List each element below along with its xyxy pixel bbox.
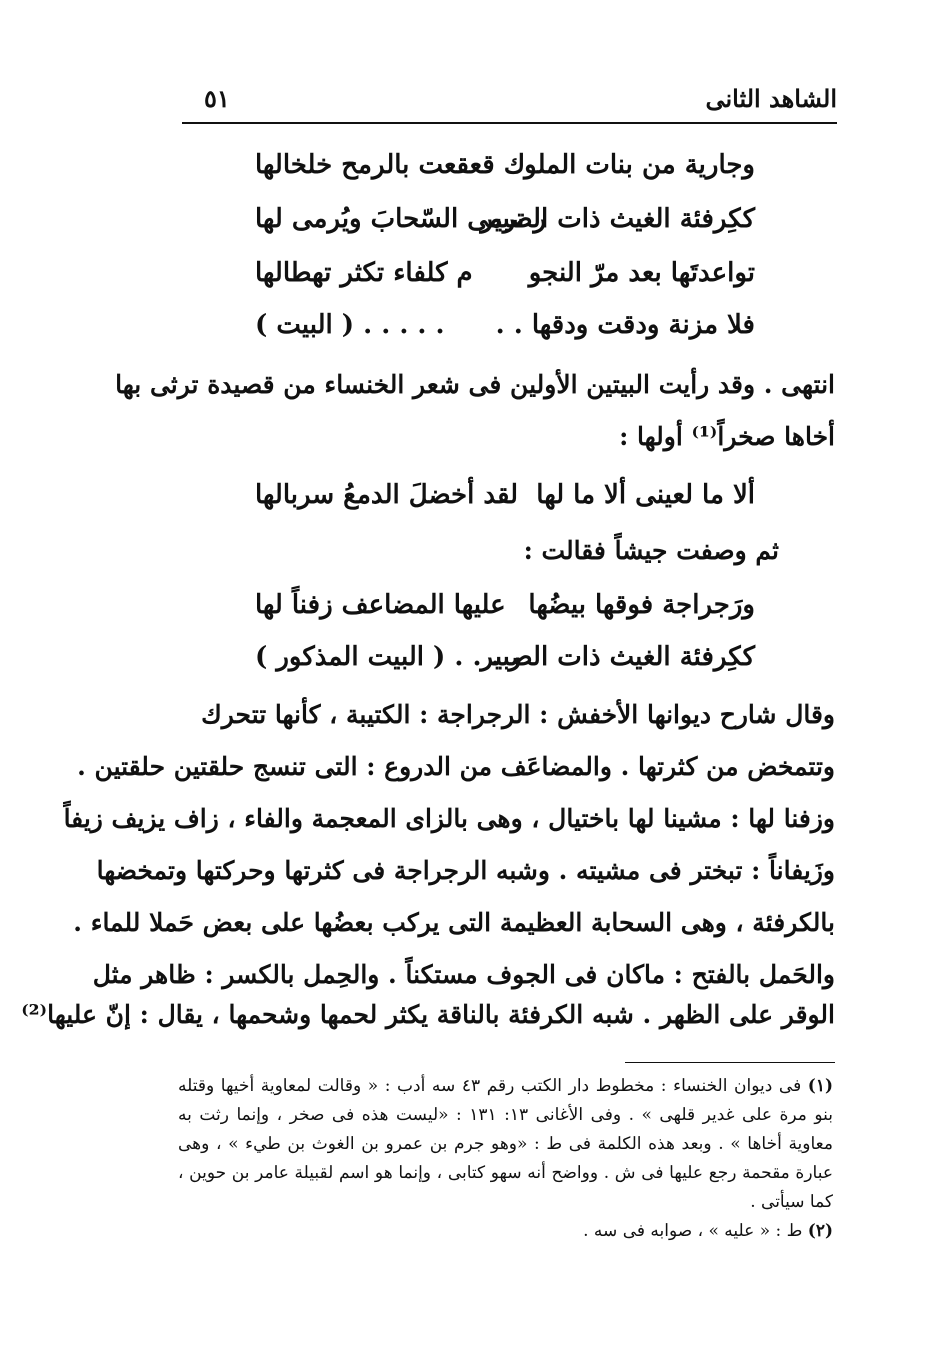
footnote bbox=[178, 1072, 833, 1217]
verse-first-hemistich: ككِرفئة الغيث ذات الصبير bbox=[480, 204, 755, 234]
footnote bbox=[178, 1217, 833, 1246]
prose-line: ثم وصفت جيشاً فقالت : bbox=[523, 536, 779, 565]
commentary-line: الوقر على الظهر . شبه الكرفئة بالناقة يكثر لحمها وشحمها ، يقال : إنّ عليها⁽²⁾ bbox=[21, 1000, 835, 1029]
verse-second-hemistich: ك قعقعت بالرمح خلخالها bbox=[255, 150, 526, 180]
footnote-divider bbox=[625, 1062, 835, 1063]
verse-first-hemistich: ككِرفئة الغيث ذات الصبير bbox=[480, 642, 755, 672]
footnote-text: ط : « عليه » ، صوابه فى سه . bbox=[583, 1221, 803, 1241]
verse-second-hemistich: . . . . . ( البيت ) bbox=[255, 310, 445, 340]
running-header bbox=[182, 78, 837, 124]
verse-first-hemistich: ورَجراجة فوقها بيضُها bbox=[528, 590, 755, 620]
verse-line bbox=[255, 590, 755, 636]
verse-second-hemistich: ر ترمى السّحابَ ويُرمى لها bbox=[255, 204, 547, 234]
verse-second-hemistich: عليها المضاعف زفناً لها bbox=[255, 590, 506, 620]
commentary-line: وزَيفاناً : تبختر فى مشيته . وشبه الرجراجة فى كثرتها وحركتها وتمخضها bbox=[96, 856, 835, 885]
verse-line bbox=[255, 642, 755, 688]
verse-line bbox=[255, 258, 755, 304]
verse-line bbox=[255, 204, 755, 250]
commentary-line: وقال شارح ديوانها الأخفش : الرجراجة : الكتيبة ، كأنها تتحرك bbox=[201, 700, 835, 729]
footnote-number: (١) bbox=[807, 1076, 834, 1096]
commentary-line: والحَمل بالفتح : ماكان فى الجوف مستكناً . والحِمل بالكسر : ظاهر مثل bbox=[92, 960, 835, 989]
footnotes bbox=[178, 1072, 833, 1246]
verse-line bbox=[255, 310, 755, 356]
footnote-number: (٢) bbox=[807, 1221, 833, 1241]
verse-second-hemistich: ر . . . ( البيت المذكور ) bbox=[255, 642, 522, 672]
verse-first-hemistich: فلا مزنة ودقت ودقها . . bbox=[495, 310, 755, 340]
verse-first-hemistich: تواعدتَها بعد مرّ النجو bbox=[528, 258, 755, 288]
verse-line bbox=[255, 150, 755, 196]
prose-line: انتهى . وقد رأيت البيتين الأولين فى شعر الخنساء من قصيدة ترثى بها bbox=[115, 370, 835, 399]
verse-second-hemistich: لقد أخضلَ الدمعُ سربالها bbox=[255, 480, 519, 510]
commentary-line: وتتمخض من كثرتها . والمضاعَف من الدروع : التى تنسج حلقتين حلقتين . bbox=[77, 752, 835, 781]
verse-line bbox=[255, 480, 755, 526]
verse-first-hemistich: وجارية من بنات الملو bbox=[524, 150, 755, 180]
chapter-title: الشاهد الثانى bbox=[705, 84, 837, 113]
verse-first-hemistich: ألا ما لعينى ألا ما لها bbox=[536, 480, 755, 510]
prose-line: أخاها صخراً⁽¹⁾ أولها : bbox=[619, 422, 835, 451]
footnote-text: فى ديوان الخنساء : مخطوط دار الكتب رقم ٤٣ سه أدب : « وقالت لمعاوية أخيها وقتله بنو مرة على غدير قلهى » . وفى الأغانى ١٣: ١٣١ : «ليست هذه فى صخر ، وإنما رثت به معاوية أخاها » . وبعد هذه الكلمة فى ط : «وهو جرم بن عمرو بن الغوث بن طيء » ، وهى عبارة مقحمة رجع عليها فى ش . وواضح أنه سهو كتابى ، وإنما هو اسم لقبيلة عامر بن حوين ، كما سيأتى . bbox=[178, 1076, 834, 1212]
verse-second-hemistich: م كلفاء تكثر تهطالها bbox=[255, 258, 473, 288]
commentary-line: بالكرفئة ، وهى السحابة العظيمة التى يركب بعضُها على بعض حَملا للماء . bbox=[73, 908, 835, 937]
page-number: ٥١ bbox=[204, 84, 230, 113]
commentary-line: وزفنا لها : مشينا لها باختيال ، وهى بالزاى المعجمة والفاء ، زاف يزيف زيفاً bbox=[63, 804, 835, 833]
